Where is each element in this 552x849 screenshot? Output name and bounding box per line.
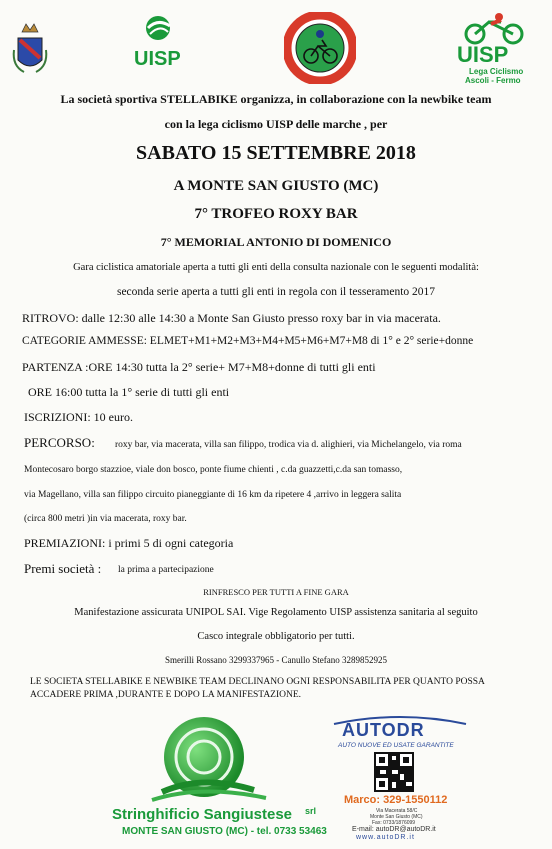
- stringhificio-address: MONTE SAN GIUSTO (MC) - tel. 0733 53463: [122, 826, 327, 837]
- autodr-card: [330, 710, 470, 840]
- uisp-logo-left: [128, 10, 188, 80]
- description-line-1: Gara ciclistica amatoriale aperta a tutti gli enti della consulta nazionale con le seguenti modalità:: [73, 262, 479, 273]
- premiazioni-line: PREMIAZIONI: i primi 5 di ogni categoria: [24, 536, 234, 550]
- event-location: A MONTE SAN GIUSTO (MC): [173, 178, 379, 194]
- percorso-line-2: Montecosaro borgo stazzioe, viale don bosco, ponte fiume chienti , c.da guazzetti,c.da san tomasso,: [24, 465, 403, 475]
- casco-line: Casco integrale obbligatorio per tutti.: [197, 631, 355, 642]
- premi-societa-value: la prima a partecipazione: [118, 565, 214, 575]
- iscrizioni-line: ISCRIZIONI: 10 euro.: [24, 410, 133, 424]
- ritrovo-line: RITROVO: dalle 12:30 alle 14:30 a Monte San Giusto presso roxy bar in via macerata.: [22, 311, 441, 325]
- premi-societa-label: Premi società :: [24, 561, 102, 576]
- disclaimer: LE SOCIETA STELLABIKE E NEWBIKE TEAM DECLINANO OGNI RESPONSABILITA PER QUANTO POSSA ACCADERE PRIMA ,DURANTE E DOPO LA MANIFESTAZIONE.: [30, 677, 485, 700]
- ore16-line: ORE 16:00 tutta la 1° serie di tutti gli enti: [28, 385, 230, 399]
- event-date: SABATO 15 SETTEMBRE 2018: [136, 142, 416, 164]
- description-line-2: seconda serie aperta a tutti gli enti in regola con il tesseramento 2017: [116, 286, 436, 298]
- event-trophy: 7° TROFEO ROXY BAR: [194, 206, 358, 222]
- autodr-marco-phone: Marco: 329-1550112: [344, 794, 448, 806]
- assicurata-line: Manifestazione assicurata UNIPOL SAI. Vige Regolamento UISP assistenza sanitaria al seguito: [74, 607, 478, 618]
- autodr-address-2: Monte San Giusto (MC): [370, 814, 423, 820]
- uisp-right-sub1: Lega Ciclismo: [469, 67, 524, 76]
- intro-line-2: con la lega ciclismo UISP delle marche , per: [164, 117, 388, 131]
- rinfresco-line: RINFRESCO PER TUTTI A FINE GARA: [203, 587, 349, 597]
- categorie-line: CATEGORIE AMMESSE: ELMET+M1+M2+M3+M4+M5+M6+M7+M8 di 1° e 2° serie+donne: [22, 335, 474, 347]
- autodr-address-1: Via Macerata 58/C: [376, 808, 418, 814]
- stringhificio-srl: srl: [305, 806, 317, 816]
- autodr-tagline: AUTO NUOVE ED USATE GARANTITE: [338, 742, 454, 749]
- uisp-left-label: UISP: [134, 48, 181, 70]
- stringhificio-logo: [142, 712, 272, 807]
- uisp-right-label: UISP: [457, 42, 509, 67]
- autodr-email: E-mail: autoDR@autoDR.it: [352, 826, 436, 833]
- autodr-name: AUTODR: [342, 720, 425, 740]
- partenza-line: PARTENZA :ORE 14:30 tutta la 2° serie+ M7+M8+donne di tutti gli enti: [22, 360, 376, 374]
- stringhificio-name: Stringhificio Sangiustese: [112, 806, 293, 823]
- autodr-website: www.autoDR.it: [356, 834, 415, 841]
- event-memorial: 7° MEMORIAL ANTONIO DI DOMENICO: [160, 235, 392, 249]
- municipal-crest-logo: [10, 10, 50, 80]
- autodr-fax: Fax: 0733/1876099: [372, 820, 416, 826]
- percorso-line-1: roxy bar, via macerata, villa san filippo, trodica via d. alighieri, via Michelangelo, via roma: [115, 440, 462, 450]
- percorso-label: PERCORSO:: [24, 435, 95, 450]
- percorso-line-3: via Magellano, villa san filippo circuito pianeggiante di 16 km da ripetere 4 ,arrivo in leggera salita: [24, 490, 402, 500]
- qr-code-icon: [374, 752, 414, 792]
- intro-line-1: La società sportiva STELLABIKE organizza, in collaborazione con la newbike team: [60, 92, 492, 106]
- contacts-line: Smerilli Rossano 3299337965 - Canullo Stefano 3289852925: [165, 655, 387, 665]
- uisp-right-sub2: Ascoli - Fermo: [465, 76, 521, 85]
- percorso-line-4: (circa 800 metri )in via macerata, roxy bar.: [24, 514, 187, 524]
- uisp-lega-ciclismo-logo: [455, 12, 535, 85]
- club-round-logo: [284, 12, 356, 82]
